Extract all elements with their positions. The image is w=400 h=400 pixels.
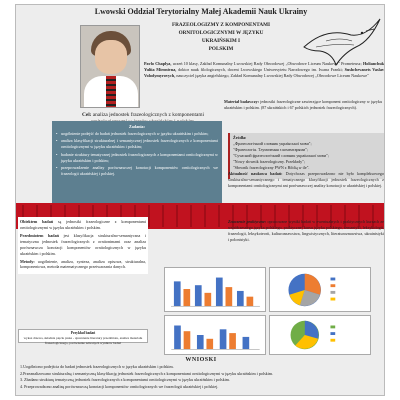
bar bbox=[174, 281, 181, 306]
bar bbox=[184, 331, 191, 349]
tasks-list bbox=[56, 131, 218, 177]
material-block bbox=[224, 99, 382, 111]
source-item: „Фразеологічний словник української мови"; bbox=[233, 140, 312, 146]
conclusion-item: 3. Zbadano strukturę tematyczną jednostek frazeologicznych z komponentami ornitologicznymi w języku ukraińskim i polskim. bbox=[20, 377, 230, 383]
tasks-heading: Zadania: bbox=[129, 124, 145, 129]
legend-swatch bbox=[330, 332, 335, 335]
material-label: Materiał badawczy: bbox=[224, 99, 260, 104]
source-item: "Сучасний фразеологічний словник української мови"; bbox=[233, 152, 329, 158]
supervisor2-name: Sushchevanets Vaslav Volodymyrovych, bbox=[144, 66, 385, 78]
bar bbox=[195, 285, 202, 306]
object-paragraph bbox=[20, 219, 146, 231]
research-label: Znaczenie praktyczne: bbox=[228, 219, 267, 224]
conclusions-list bbox=[16, 363, 385, 391]
pie-chart-1 bbox=[269, 267, 371, 312]
legend-swatch bbox=[331, 298, 336, 301]
supervisor2-text: nauczyciel języka angielskiego, Zakład Komunalny Lwowskiej Rady Obwodowej „Obwodowe Liceum Naukowe" bbox=[175, 72, 369, 78]
supervisor1-name: Holianchuk Yuliia Mironivna, bbox=[144, 61, 384, 72]
legend-swatch bbox=[330, 339, 335, 342]
task-item: • uogólnienie podejść do badań jednostek frazeologicznych w języku ukraińskim i polskim; bbox=[56, 131, 218, 137]
photo-embroidery bbox=[106, 76, 116, 108]
objects-block bbox=[18, 217, 148, 274]
methods-label: Metody: bbox=[20, 258, 35, 264]
legend-swatch bbox=[330, 326, 335, 329]
subject-paragraph bbox=[20, 233, 146, 257]
student-name: Pavlo Chaplya, bbox=[144, 61, 172, 66]
photo-face bbox=[95, 40, 127, 74]
bar bbox=[247, 297, 254, 307]
source-item: "Фразеологія. Тлумачення з коментарями"; bbox=[233, 146, 308, 152]
object-text: są jednostki frazeologiczne z komponentami ornitologicznymi w języku ukraińskim i polskim. bbox=[20, 219, 146, 230]
bar bbox=[206, 339, 213, 349]
bar bbox=[220, 329, 227, 349]
legend-swatch bbox=[331, 284, 336, 287]
bar bbox=[226, 287, 233, 306]
bar bbox=[243, 337, 250, 349]
poster bbox=[15, 4, 385, 396]
bar-chart-2 bbox=[164, 315, 266, 355]
goal-text: analiza jednostek frazeologicznych z komponentami bbox=[92, 112, 204, 118]
authors-block bbox=[144, 61, 384, 79]
sources-label: Źródła: bbox=[233, 135, 247, 140]
conclusions-heading: WNIOSKI bbox=[185, 357, 217, 363]
subject-label: Przedmiotem badań bbox=[20, 232, 59, 238]
bar bbox=[174, 326, 181, 350]
student-text: uczeń 10 klasy, Zakład Komunalny Lwowskiej Rady Obwodowej „Obwodowe Liceum Naukowe" Prometeusz; bbox=[171, 61, 362, 66]
research-text: opracowane wyniki badań w ewentualnych i praktycznych kursach ze współczesnego języka polskiego, praktycznej kursu języka polskiego, semantyki, leksykologii, frazeologii, leksykoteorii, kulturoznawstwa, lingwistycznych, literaturoznawstwa, ukrainistyki i polonistyki. bbox=[228, 219, 384, 242]
bar bbox=[204, 293, 211, 306]
bar-chart-1 bbox=[164, 267, 266, 312]
subject-text: jest klasyfikacja strukturalno-semantyczna i tematyczna jednostek frazeologicznych z ornitonimami oraz analiza porównawcza konotacji komponentów ornitologicznych w języku ukraińskim i polskim. bbox=[20, 232, 146, 256]
pie-chart-2 bbox=[269, 315, 371, 355]
actuality-label: Aktualność naukowa badań: bbox=[228, 171, 283, 176]
bar bbox=[183, 289, 190, 306]
title-line-3: POLSKIM bbox=[208, 46, 234, 53]
task-item: • badanie struktury tematycznej jednostek frazeologicznych z komponentami ornitologicznymi w języku ukraińskim i polskim; bbox=[56, 152, 218, 164]
actuality-block bbox=[228, 171, 384, 189]
bar bbox=[197, 335, 204, 349]
poster-title bbox=[161, 21, 281, 53]
source-item: "Słownik frazeologiczny PWN z Biblią w tle". bbox=[233, 164, 310, 170]
goal-label: Cel: bbox=[82, 112, 92, 118]
supervisor1-text: doktor nauk filologicznych, docent Lwowskiego Uniwersytetu Narodowego im. Iwana Franki; bbox=[176, 66, 343, 72]
methods-paragraph bbox=[20, 259, 146, 271]
example-caption bbox=[18, 329, 148, 343]
conclusion-item: 4. Przeprowadzono analizę porównawczą konotacji komponentów ornitologicznych we frazeologii ukraińskiej i polskiej. bbox=[20, 383, 219, 389]
task-item: • przeprowadzenie analizy porównawczej konotacji komponentów ornitologicznych we frazeologii ukraińskiej i polskiej. bbox=[56, 165, 218, 177]
bar bbox=[237, 291, 244, 306]
practical-significance-block bbox=[228, 219, 384, 243]
caption-text: wykaz drzewa, składnia pięciu ptaka - ujawnienie literatury przedmiotu, analiza materiału frazeologicznego, porównanie zebranych wyników badań bbox=[23, 336, 143, 345]
task-item: • analiza klasyfikacji strukturalnej i semantycznej jednostek frazeologicznych z komponentami ornitologicznymi w języku ukraińskim i polskim; bbox=[56, 138, 218, 150]
material-text: jednostki frazeologiczne zawierające komponent ornitologiczny w języku ukraińskim i polskim. (87 ukraińskich i 67 polskich jednostek frazeologicznych). bbox=[224, 99, 382, 110]
conclusions-block bbox=[16, 357, 385, 396]
portrait-photo bbox=[80, 25, 140, 108]
legend-swatch bbox=[331, 278, 336, 281]
title-line-2: ORNITOLOGICZNYMI W JĘZYKU UKRAIŃSKIM I bbox=[178, 30, 264, 45]
legend-swatch bbox=[331, 291, 336, 294]
methods-text: uogólnienie, analiza, synteza, analiza opisowa, strukturalna, komponentowa, metoda matematycznego przetwarzania danych. bbox=[20, 258, 146, 270]
caption-title: Przykład badań bbox=[70, 331, 96, 335]
conclusion-item: 1.Uogólniono podejścia do badań jednostek frazeologicznych w języku ukraińskim i polskim. bbox=[20, 364, 174, 369]
title-line-1: FRAZEOLOGIZMY Z KOMPONENTAMI bbox=[172, 22, 270, 28]
header-title: Lwowski Oddział Terytorialny Małej Akademii Nauk Ukrainy bbox=[94, 7, 308, 16]
source-item: "Nowy słownik frazeologiczny. Przekłady"; bbox=[233, 158, 305, 164]
object-label: Obiektem badań bbox=[20, 219, 54, 224]
bar bbox=[216, 278, 223, 307]
actuality-text: Dotychczas przeprowadzono nie było kompleksowego strukturalno-semantycznego i tematycznego klasyfikacji jednostek frazeologicznych z komponentami ornitologicznymi ani porównawczej analizy konotacji w ukraińskiej i polskiej. bbox=[228, 171, 384, 188]
conclusion-item: 2.Przeanalizowano strukturalną i semantyczną klasyfikację jednostek frazeologicznych z komponentami ornitologicznymi w języku ukraińskim i polskim. bbox=[20, 370, 274, 376]
bar bbox=[229, 333, 236, 349]
